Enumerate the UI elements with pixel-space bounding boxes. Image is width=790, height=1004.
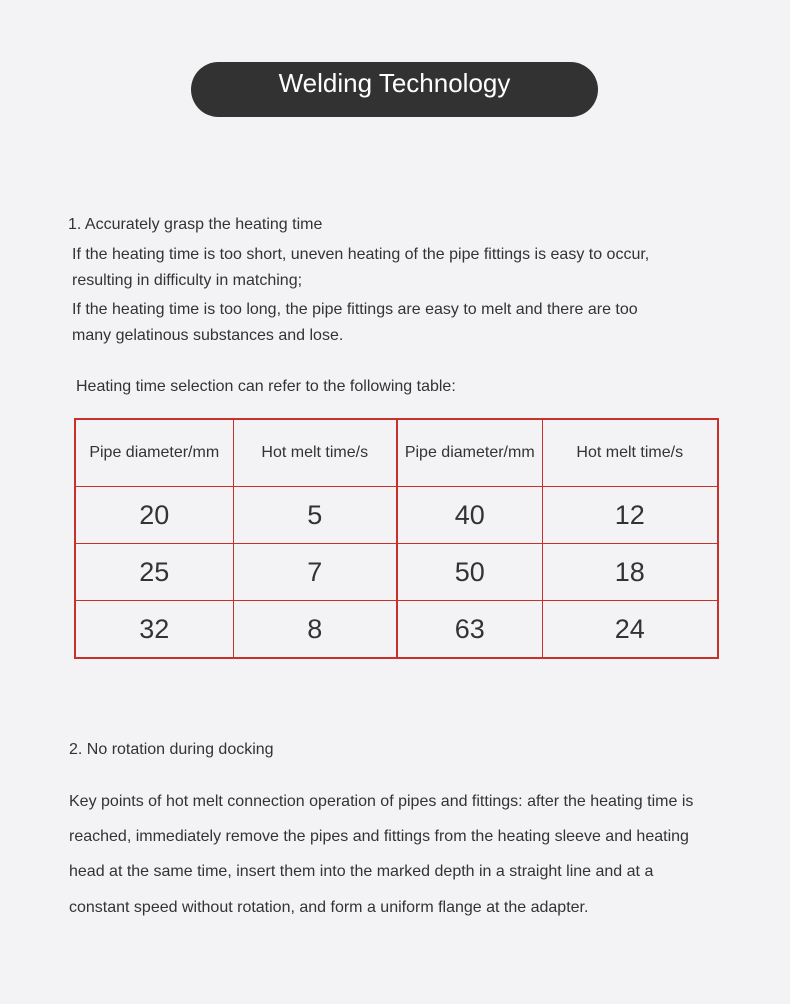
- table-cell: 25: [75, 544, 233, 601]
- section2-line: constant speed without rotation, and form a uniform flange at the adapter.: [69, 899, 589, 916]
- table-row: [75, 487, 718, 544]
- table-cell: 40: [397, 487, 542, 544]
- table-cell: 63: [397, 601, 542, 659]
- section1-line: many gelatinous substances and lose.: [72, 327, 344, 344]
- section2-line: reached, immediately remove the pipes and fittings from the heating sleeve and heating: [69, 828, 689, 845]
- page-title: Welding Technology: [278, 68, 511, 98]
- table-cell: 7: [233, 544, 397, 601]
- section1-line: If the heating time is too short, uneven heating of the pipe fittings is easy to occur,: [72, 246, 650, 263]
- table-cell: 12: [542, 487, 718, 544]
- heating-time-table: [74, 418, 719, 659]
- table-cell: 50: [397, 544, 542, 601]
- table-cell: 5: [233, 487, 397, 544]
- table-cell: 20: [75, 487, 233, 544]
- section2-heading: 2. No rotation during docking: [69, 741, 274, 758]
- table-cell: 24: [542, 601, 718, 659]
- table-row: [75, 601, 718, 659]
- table-cell: 18: [542, 544, 718, 601]
- table-row: [75, 544, 718, 601]
- table-intro: Heating time selection can refer to the following table:: [76, 378, 456, 395]
- section2-line: Key points of hot melt connection operation of pipes and fittings: after the heating time is: [69, 793, 694, 810]
- section1-line: If the heating time is too long, the pipe fittings are easy to melt and there are too: [72, 301, 638, 318]
- table-header-row: [75, 419, 718, 487]
- table-header-cell: Hot melt time/s: [233, 419, 397, 487]
- table-header-cell: Pipe diameter/mm: [397, 419, 542, 487]
- table-cell: 8: [233, 601, 397, 659]
- table-cell: 32: [75, 601, 233, 659]
- table-header-cell: Hot melt time/s: [542, 419, 718, 487]
- page-title-banner: [191, 62, 598, 117]
- section1-heading: 1. Accurately grasp the heating time: [68, 216, 323, 233]
- section2-line: head at the same time, insert them into the marked depth in a straight line and at a: [69, 863, 654, 880]
- table-header-cell: Pipe diameter/mm: [75, 419, 233, 487]
- section1-line: resulting in difficulty in matching;: [72, 272, 303, 289]
